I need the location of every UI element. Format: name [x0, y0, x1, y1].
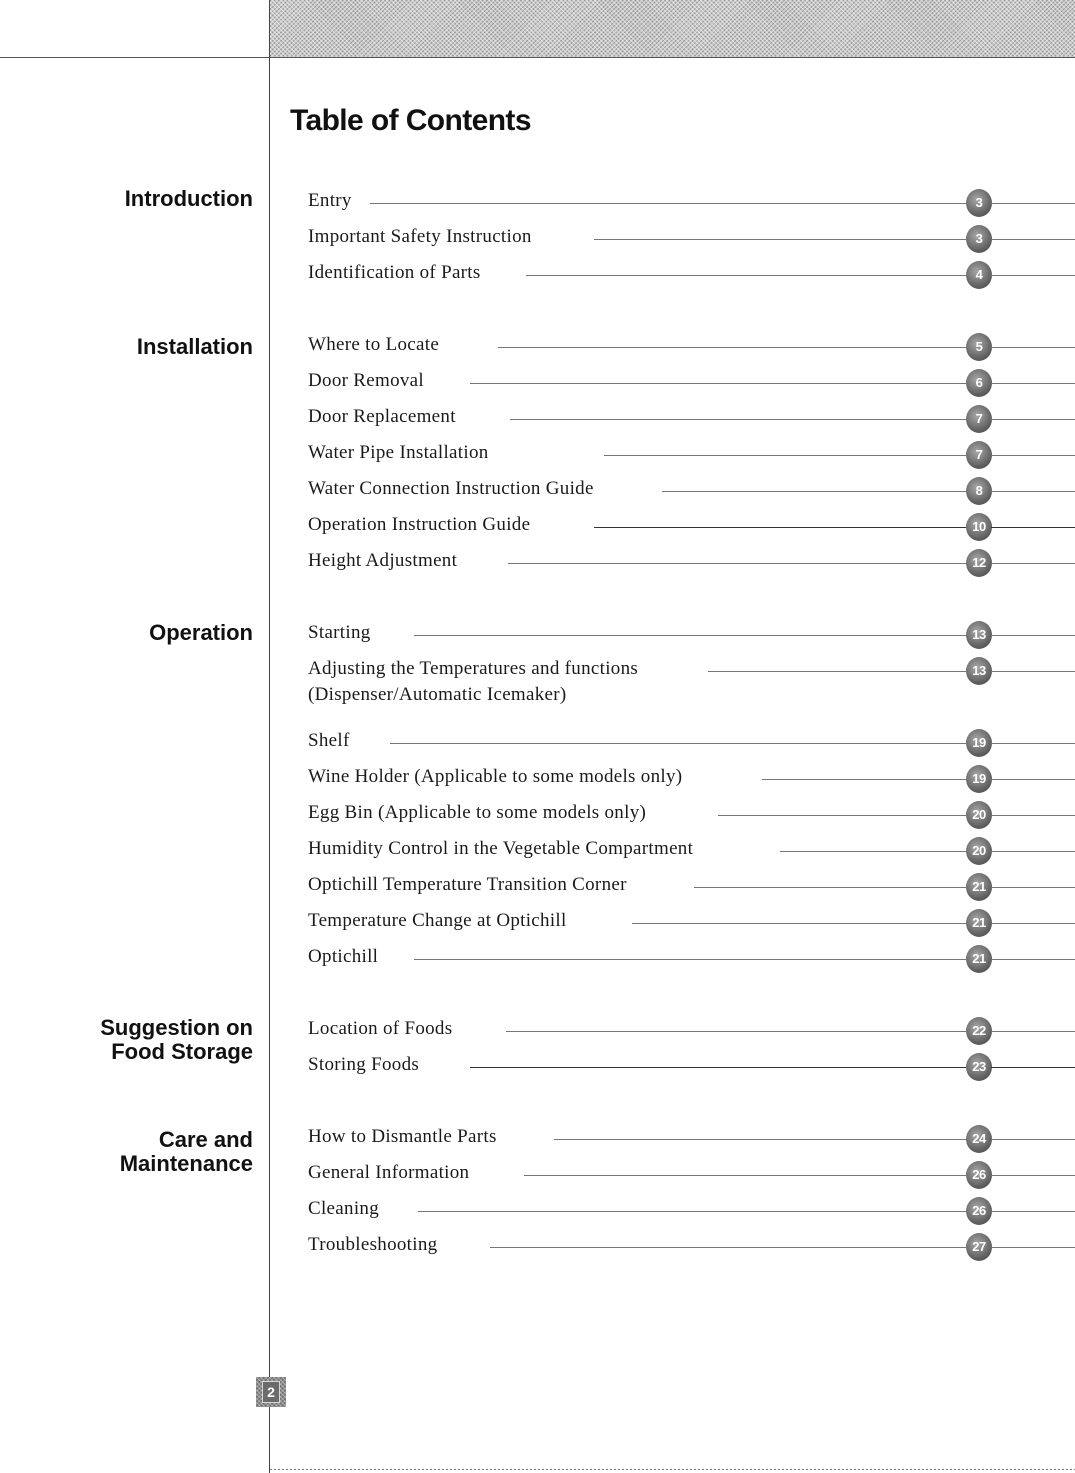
- toc-entry-dismantle[interactable]: [308, 1122, 1075, 1154]
- dot-leader-tail: [991, 527, 1075, 528]
- dot-leader-tail: [991, 419, 1075, 420]
- section-label-care-maintenance: Care and Maintenance: [119, 1127, 253, 1176]
- toc-entry-wine-holder[interactable]: [308, 762, 1075, 794]
- dot-leader: [508, 563, 966, 564]
- toc-entry-title: Entry: [308, 190, 352, 211]
- toc-entry-title: Cleaning: [308, 1198, 379, 1219]
- dot-leader: [370, 203, 966, 204]
- toc-entry-height[interactable]: [308, 546, 1075, 578]
- dot-leader: [554, 1139, 966, 1140]
- dot-leader: [594, 527, 966, 528]
- dot-leader-tail: [991, 887, 1075, 888]
- dot-leader-tail: [991, 455, 1075, 456]
- section-label-operation: Operation: [149, 620, 253, 645]
- toc-entry-title: Identification of Parts: [308, 262, 481, 283]
- page-number-badge: 27: [966, 1233, 992, 1261]
- dot-leader-tail: [991, 923, 1075, 924]
- toc-entry-troubleshooting[interactable]: [308, 1230, 1075, 1262]
- dot-leader: [470, 1067, 966, 1068]
- toc-entry-starting[interactable]: [308, 618, 1075, 650]
- toc-entry-title: Storing Foods: [308, 1054, 420, 1075]
- toc-entry-title: Starting: [308, 622, 371, 643]
- toc-entry-title: General Information: [308, 1162, 470, 1183]
- toc-entry-shelf[interactable]: [308, 726, 1075, 758]
- toc-entry-temp-change[interactable]: [308, 906, 1075, 938]
- toc-entry-title: Water Connection Instruction Guide: [308, 478, 594, 499]
- toc-entry-title: Optichill Temperature Transition Corner: [308, 874, 627, 895]
- toc-entry-water-connection[interactable]: [308, 474, 1075, 506]
- dot-leader: [762, 779, 966, 780]
- page-number-badge: 12: [966, 549, 992, 577]
- dot-leader-tail: [991, 347, 1075, 348]
- dot-leader-tail: [991, 671, 1075, 672]
- dot-leader: [390, 743, 966, 744]
- toc-entry-water-pipe[interactable]: [308, 438, 1075, 470]
- page-number-badge: 10: [966, 513, 992, 541]
- dot-leader-tail: [991, 851, 1075, 852]
- dot-leader: [490, 1247, 966, 1248]
- dot-leader: [708, 671, 966, 672]
- toc-entry-title: Adjusting the Temperatures and functions (Dispenser/Automatic Icemaker): [308, 658, 639, 705]
- dot-leader: [662, 491, 966, 492]
- header-rule: [0, 57, 1075, 58]
- toc-entry-optichill-corner[interactable]: [308, 870, 1075, 902]
- section-label-food-storage: Suggestion on Food Storage: [100, 1015, 253, 1064]
- page-number-badge: 24: [966, 1125, 992, 1153]
- page-number-badge: 20: [966, 837, 992, 865]
- dot-leader: [526, 275, 966, 276]
- dot-leader-tail: [991, 1247, 1075, 1248]
- margin-rule: [269, 0, 270, 1473]
- toc-entry-title: Important Safety Instruction: [308, 226, 532, 247]
- section-label-installation: Installation: [136, 334, 253, 359]
- toc-entry-title: Location of Foods: [308, 1018, 453, 1039]
- dot-leader: [414, 635, 966, 636]
- dot-leader: [594, 239, 966, 240]
- toc-entry-title: Water Pipe Installation: [308, 442, 489, 463]
- toc-entry-operation-guide[interactable]: [308, 510, 1075, 542]
- page-number-badge: 26: [966, 1161, 992, 1189]
- toc-entry-entry[interactable]: [308, 186, 1075, 218]
- page-number-badge: 8: [966, 477, 992, 505]
- toc-entry-title: Height Adjustment: [308, 550, 458, 571]
- toc-entry-title: Shelf: [308, 730, 350, 751]
- page-number-badge: 21: [966, 909, 992, 937]
- page-number-badge: 13: [966, 621, 992, 649]
- toc-entry-cleaning[interactable]: [308, 1194, 1075, 1226]
- toc-entry-humidity[interactable]: [308, 834, 1075, 866]
- page-number-badge: 5: [966, 333, 992, 361]
- toc-entry-title: Wine Holder (Applicable to some models only): [308, 766, 683, 787]
- section-label-introduction: Introduction: [124, 186, 253, 211]
- toc-entry-title: Door Removal: [308, 370, 424, 391]
- dot-leader: [510, 419, 966, 420]
- toc-entry-title: Temperature Change at Optichill: [308, 910, 567, 931]
- dot-leader-tail: [991, 1175, 1075, 1176]
- dot-leader-tail: [991, 491, 1075, 492]
- dot-leader: [418, 1211, 966, 1212]
- toc-entry-locate[interactable]: [308, 330, 1075, 362]
- toc-entry-location-foods[interactable]: [308, 1014, 1075, 1046]
- toc-entry-title: How to Dismantle Parts: [308, 1126, 497, 1147]
- dot-leader-tail: [991, 239, 1075, 240]
- page-number-badge: 7: [966, 441, 992, 469]
- page-number-badge: 3: [966, 225, 992, 253]
- footer-page-badge: [256, 1377, 286, 1407]
- page-number-badge: 20: [966, 801, 992, 829]
- dot-leader-tail: [991, 203, 1075, 204]
- toc-entry-temperatures[interactable]: [308, 654, 1075, 710]
- dot-leader: [780, 851, 966, 852]
- page-title: Table of Contents: [290, 104, 531, 137]
- toc-entry-title: Operation Instruction Guide: [308, 514, 531, 535]
- toc-entry-storing-foods[interactable]: [308, 1050, 1075, 1082]
- toc-entry-title: Humidity Control in the Vegetable Compartment: [308, 838, 694, 859]
- dot-leader: [718, 815, 966, 816]
- dot-leader-tail: [991, 1139, 1075, 1140]
- dot-leader-tail: [991, 383, 1075, 384]
- page-number-badge: 19: [966, 765, 992, 793]
- page-number-badge: 19: [966, 729, 992, 757]
- toc-entry-parts[interactable]: [308, 258, 1075, 290]
- page-number-badge: 21: [966, 945, 992, 973]
- dot-leader: [498, 347, 966, 348]
- dot-leader: [632, 923, 966, 924]
- toc-entry-egg-bin[interactable]: [308, 798, 1075, 830]
- page-number-badge: 22: [966, 1017, 992, 1045]
- toc-entry-title: Egg Bin (Applicable to some models only): [308, 802, 647, 823]
- dot-leader-tail: [991, 743, 1075, 744]
- footer-page-number: 2: [262, 1381, 280, 1403]
- dot-leader-tail: [991, 563, 1075, 564]
- toc-entry-door-replacement[interactable]: [308, 402, 1075, 434]
- page-number-badge: 4: [966, 261, 992, 289]
- toc-entry-general-info[interactable]: [308, 1158, 1075, 1190]
- page-number-badge: 23: [966, 1053, 992, 1081]
- toc-entry-title: Optichill: [308, 946, 379, 967]
- toc-entry-optichill[interactable]: [308, 942, 1075, 974]
- page-number-badge: 26: [966, 1197, 992, 1225]
- dot-leader: [506, 1031, 966, 1032]
- dot-leader-tail: [991, 1211, 1075, 1212]
- dot-leader-tail: [991, 959, 1075, 960]
- dot-leader-tail: [991, 635, 1075, 636]
- footer-rule: [270, 1469, 1075, 1470]
- page-number-badge: 3: [966, 189, 992, 217]
- toc-entry-title: Door Replacement: [308, 406, 456, 427]
- dot-leader: [604, 455, 966, 456]
- toc-entry-door-removal[interactable]: [308, 366, 1075, 398]
- dot-leader: [414, 959, 966, 960]
- dot-leader-tail: [991, 779, 1075, 780]
- page-number-badge: 6: [966, 369, 992, 397]
- page-number-badge: 21: [966, 873, 992, 901]
- dot-leader-tail: [991, 1031, 1075, 1032]
- toc-entry-title: Where to Locate: [308, 334, 440, 355]
- dot-leader-tail: [991, 275, 1075, 276]
- page-number-badge: 13: [966, 657, 992, 685]
- dot-leader: [694, 887, 966, 888]
- toc-entry-safety[interactable]: [308, 222, 1075, 254]
- header-pattern-band: [270, 0, 1075, 58]
- page-number-badge: 7: [966, 405, 992, 433]
- dot-leader-tail: [991, 1067, 1075, 1068]
- dot-leader-tail: [991, 815, 1075, 816]
- toc-entry-title: Troubleshooting: [308, 1234, 438, 1255]
- dot-leader: [470, 383, 966, 384]
- dot-leader: [524, 1175, 966, 1176]
